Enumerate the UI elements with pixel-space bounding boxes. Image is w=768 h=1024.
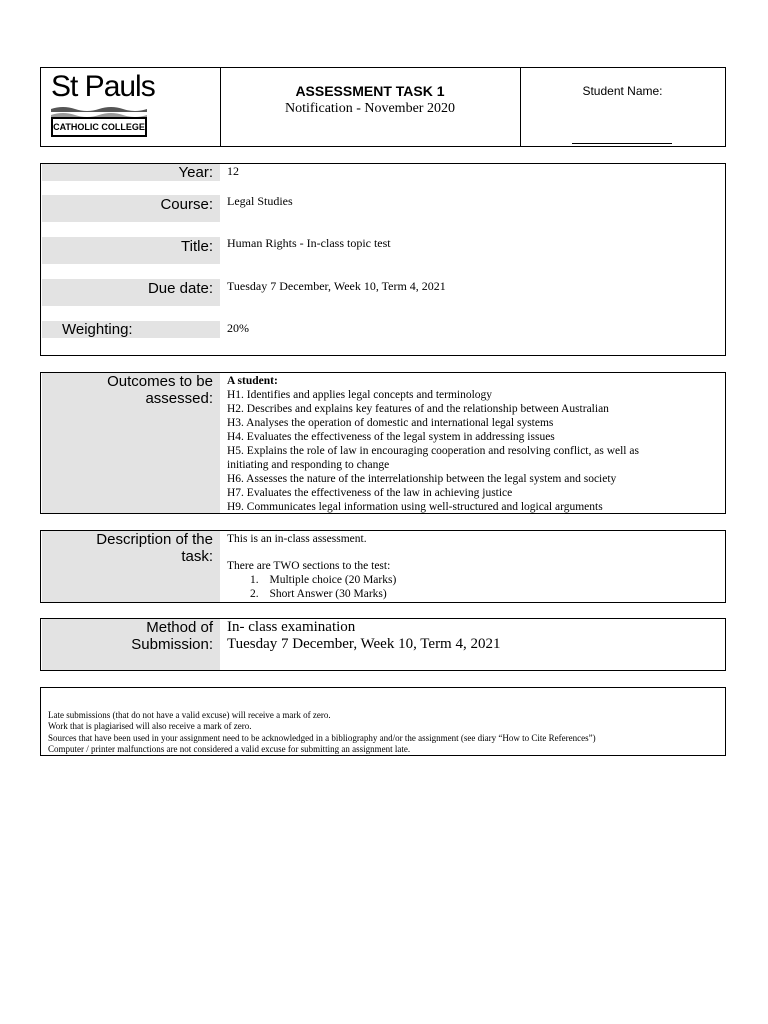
title-label: Title: — [42, 237, 220, 264]
logo-college-band: CATHOLIC COLLEGE — [51, 117, 147, 137]
logo-wordmark: St Pauls — [51, 70, 155, 103]
logo-cell — [41, 68, 221, 146]
description-line2: There are TWO sections to the test: — [227, 560, 391, 572]
title-cell — [220, 68, 521, 146]
course-label: Course: — [42, 195, 220, 222]
list-number: 1. — [250, 574, 259, 586]
list-text: Multiple choice (20 Marks) — [269, 574, 397, 586]
method-value-line2: Tuesday 7 December, Week 10, Term 4, 2021 — [227, 636, 501, 652]
year-value: 12 — [227, 164, 239, 178]
outcomes-intro: A student: — [227, 375, 278, 387]
method-label-line2: Submission: — [131, 636, 213, 653]
header-table — [40, 67, 726, 147]
notification-subtitle: Notification - November 2020 — [285, 101, 455, 116]
outcomes-label-line1: Outcomes to be — [107, 373, 213, 390]
outcome-item: H7. Evaluates the effectiveness of the law in achieving justice — [227, 487, 513, 499]
description-text — [227, 532, 717, 601]
description-label-line2: task: — [181, 548, 213, 565]
assessment-title: ASSESSMENT TASK 1 — [295, 83, 445, 99]
note-line: Sources that have been used in your assignment need to be acknowledged in a bibliography and/or the assignment (see diary “How to Cite References”) — [48, 732, 596, 743]
outcome-item: H1. Identifies and applies legal concepts and terminology — [227, 389, 493, 401]
method-value-line1: In- class examination — [227, 619, 356, 635]
outcomes-label-line2: assessed: — [145, 390, 213, 407]
description-label — [42, 531, 220, 602]
note-line: Computer / printer malfunctions are not considered a valid excuse for submitting an assignment late. — [48, 743, 411, 754]
description-label-line1: Description of the — [96, 531, 213, 548]
task-info-table — [40, 163, 726, 356]
course-value: Legal Studies — [227, 194, 293, 208]
due-date-value: Tuesday 7 December, Week 10, Term 4, 2021 — [227, 279, 446, 293]
outcome-item: H2. Describes and explains key features of and the relationship between Australian — [227, 403, 609, 415]
weighting-value: 20% — [227, 321, 249, 335]
outcomes-table — [40, 372, 726, 514]
policy-notes-box — [40, 687, 726, 756]
title-value: Human Rights - In-class topic test — [227, 236, 391, 250]
note-line: Work that is plagiarised will also receive a mark of zero. — [48, 721, 252, 732]
outcomes-label — [42, 373, 220, 513]
outcome-item: H4. Evaluates the effectiveness of the legal system in addressing issues — [227, 431, 555, 443]
year-label: Year: — [42, 164, 220, 181]
policy-notes — [48, 710, 596, 755]
outcome-item: initiating and responding to change — [227, 459, 390, 471]
note-line: Late submissions (that do not have a valid excuse) will receive a mark of zero. — [48, 710, 331, 720]
description-list-item — [227, 573, 717, 587]
list-number: 2. — [250, 588, 259, 600]
weighting-label: Weighting: — [42, 321, 220, 338]
method-value — [227, 619, 717, 653]
outcome-item: H6. Assesses the nature of the interrelationship between the legal system and society — [227, 473, 617, 485]
outcomes-list — [227, 374, 717, 514]
description-line1: This is an in-class assessment. — [227, 533, 367, 545]
method-label-line1: Method of — [146, 619, 213, 636]
list-text: Short Answer (30 Marks) — [269, 588, 387, 600]
outcome-item: H9. Communicates legal information using well-structured and logical arguments — [227, 501, 603, 513]
outcome-item: H3. Analyses the operation of domestic and international legal systems — [227, 417, 554, 429]
method-label — [42, 619, 220, 670]
outcome-item: H5. Explains the role of law in encouraging cooperation and resolving conflict, as well as — [227, 445, 639, 457]
submission-method-table — [40, 618, 726, 671]
due-date-label: Due date: — [42, 279, 220, 306]
student-name-cell — [520, 68, 725, 146]
student-name-line[interactable] — [572, 143, 672, 144]
description-list-item — [227, 587, 717, 601]
description-table — [40, 530, 726, 603]
student-name-label: Student Name: — [582, 84, 663, 98]
